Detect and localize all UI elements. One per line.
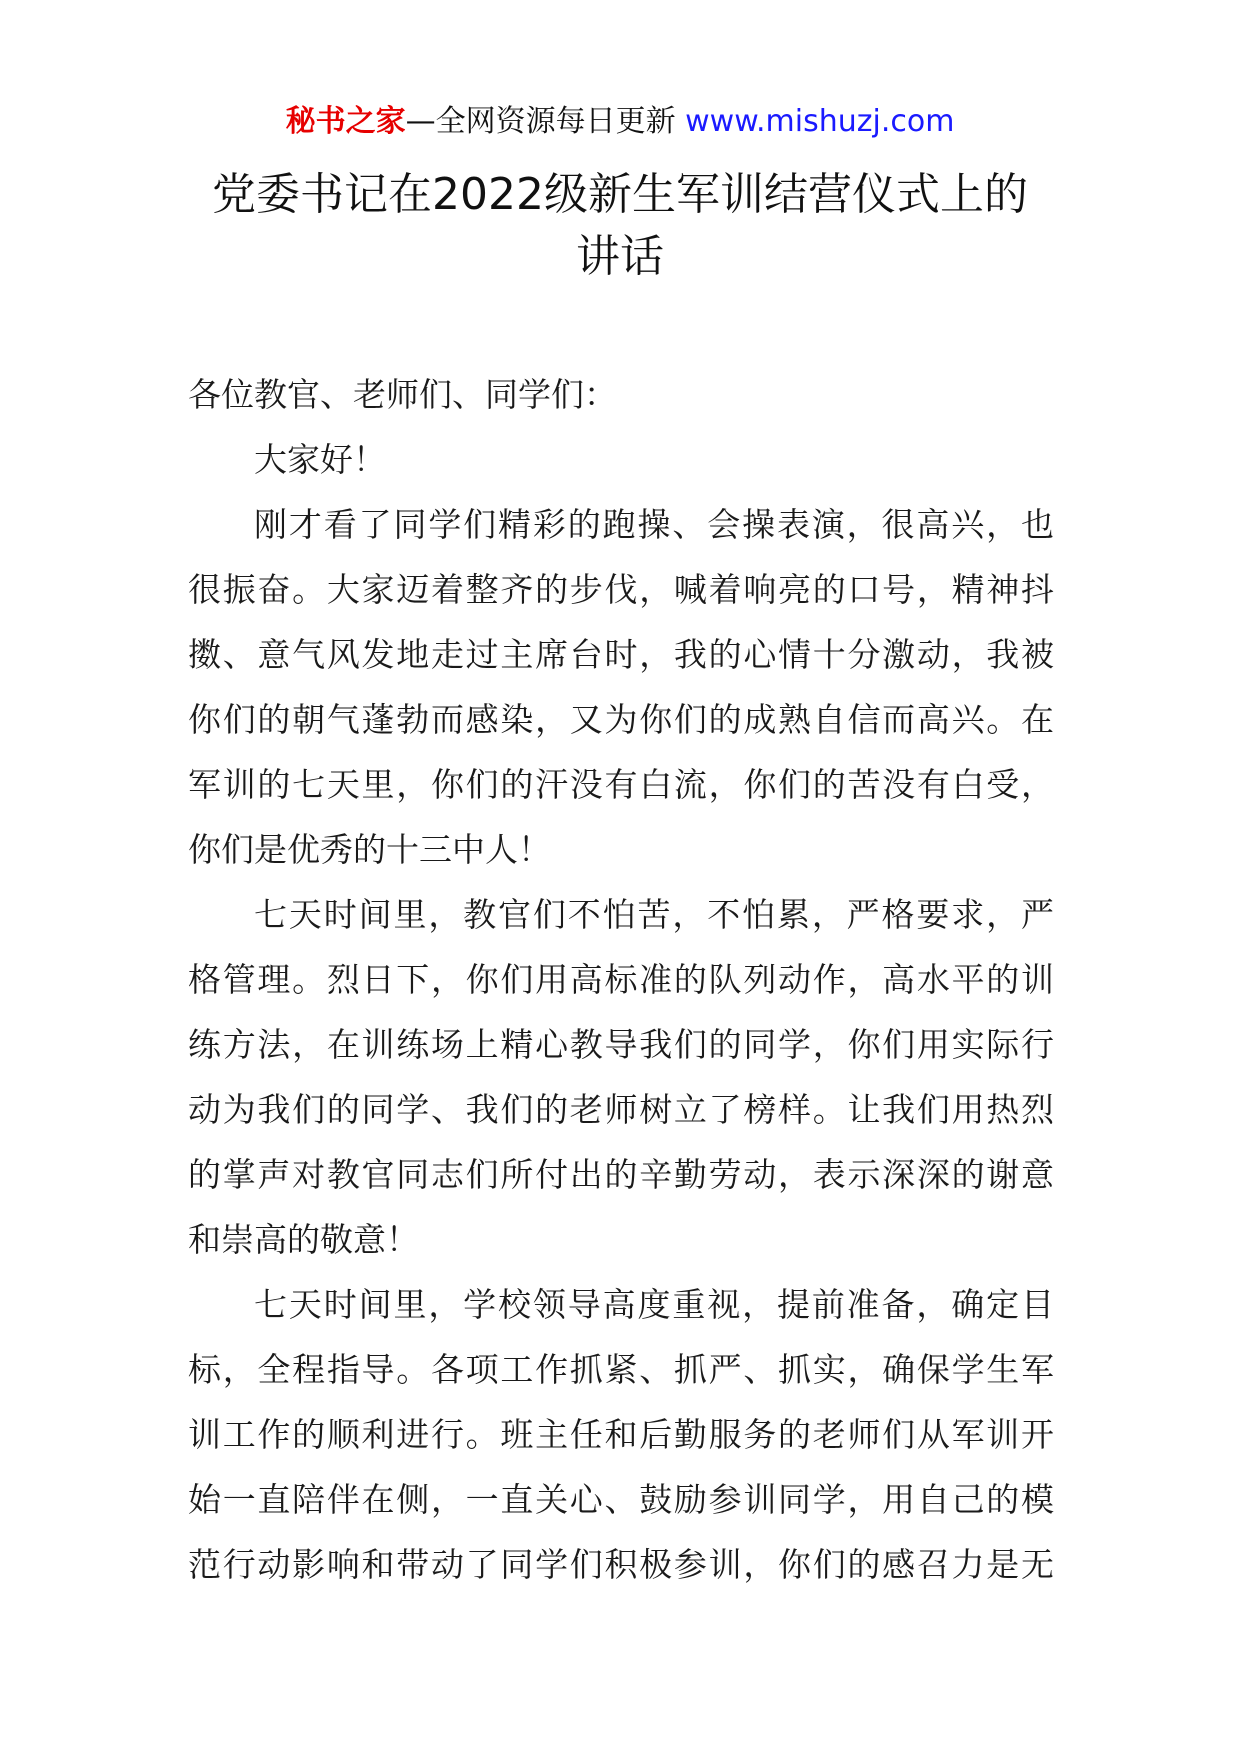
- paragraph-line: 很振奋。大家迈着整齐的步伐，喊着响亮的口号，精神抖: [188, 570, 1054, 609]
- greeting: 大家好！: [254, 440, 386, 479]
- paragraph-line: 始一直陪伴在侧，一直关心、鼓励参训同学，用自己的模: [188, 1480, 1054, 1519]
- document-body: [188, 362, 1054, 1597]
- paragraph-line: 练方法，在训练场上精心教导我们的同学，你们用实际行: [188, 1025, 1054, 1064]
- document-title: [160, 164, 1080, 288]
- paragraph-line: 你们的朝气蓬勃而感染，又为你们的成熟自信而高兴。在: [188, 700, 1054, 739]
- paragraph-line: 的掌声对教官同志们所付出的辛勤劳动，表示深深的谢意: [188, 1155, 1054, 1194]
- paragraph-line: 和崇高的敬意！: [188, 1220, 419, 1259]
- paragraph-line: 你们是优秀的十三中人！: [188, 830, 551, 869]
- site-url-link[interactable]: www.mishuzj.com: [685, 104, 955, 139]
- paragraph-line: 擞、意气风发地走过主席台时，我的心情十分激动，我被: [188, 635, 1054, 674]
- paragraph-line: 刚才看了同学们精彩的跑操、会操表演，很高兴，也: [254, 505, 1054, 544]
- paragraph-line: 范行动影响和带动了同学们积极参训，你们的感召力是无: [188, 1545, 1054, 1584]
- paragraph-line: 训工作的顺利进行。班主任和后勤服务的老师们从军训开: [188, 1415, 1054, 1454]
- site-header: [0, 102, 1240, 142]
- title-line-2: 讲话: [576, 231, 664, 282]
- paragraph-line: 动为我们的同学、我们的老师树立了榜样。让我们用热烈: [188, 1090, 1054, 1129]
- paragraph-line: 格管理。烈日下，你们用高标准的队列动作，高水平的训: [188, 960, 1054, 999]
- salutation: 各位教官、老师们、同学们：: [188, 375, 617, 414]
- title-line-1: 党委书记在2022级新生军训结营仪式上的: [212, 169, 1028, 220]
- paragraph-line: 七天时间里，教官们不怕苦，不怕累，严格要求，严: [254, 895, 1054, 934]
- paragraph-3: [188, 1272, 1054, 1597]
- brand-name: 秘书之家: [285, 104, 406, 139]
- paragraph-line: 七天时间里，学校领导高度重视，提前准备，确定目: [254, 1285, 1054, 1324]
- paragraph-2: [188, 882, 1054, 1272]
- paragraph-1: [188, 492, 1054, 882]
- header-tagline: —全网资源每日更新: [405, 104, 676, 139]
- paragraph-line: 标，全程指导。各项工作抓紧、抓严、抓实，确保学生军: [188, 1350, 1054, 1389]
- paragraph-line: 军训的七天里，你们的汗没有白流，你们的苦没有白受，: [188, 765, 1054, 804]
